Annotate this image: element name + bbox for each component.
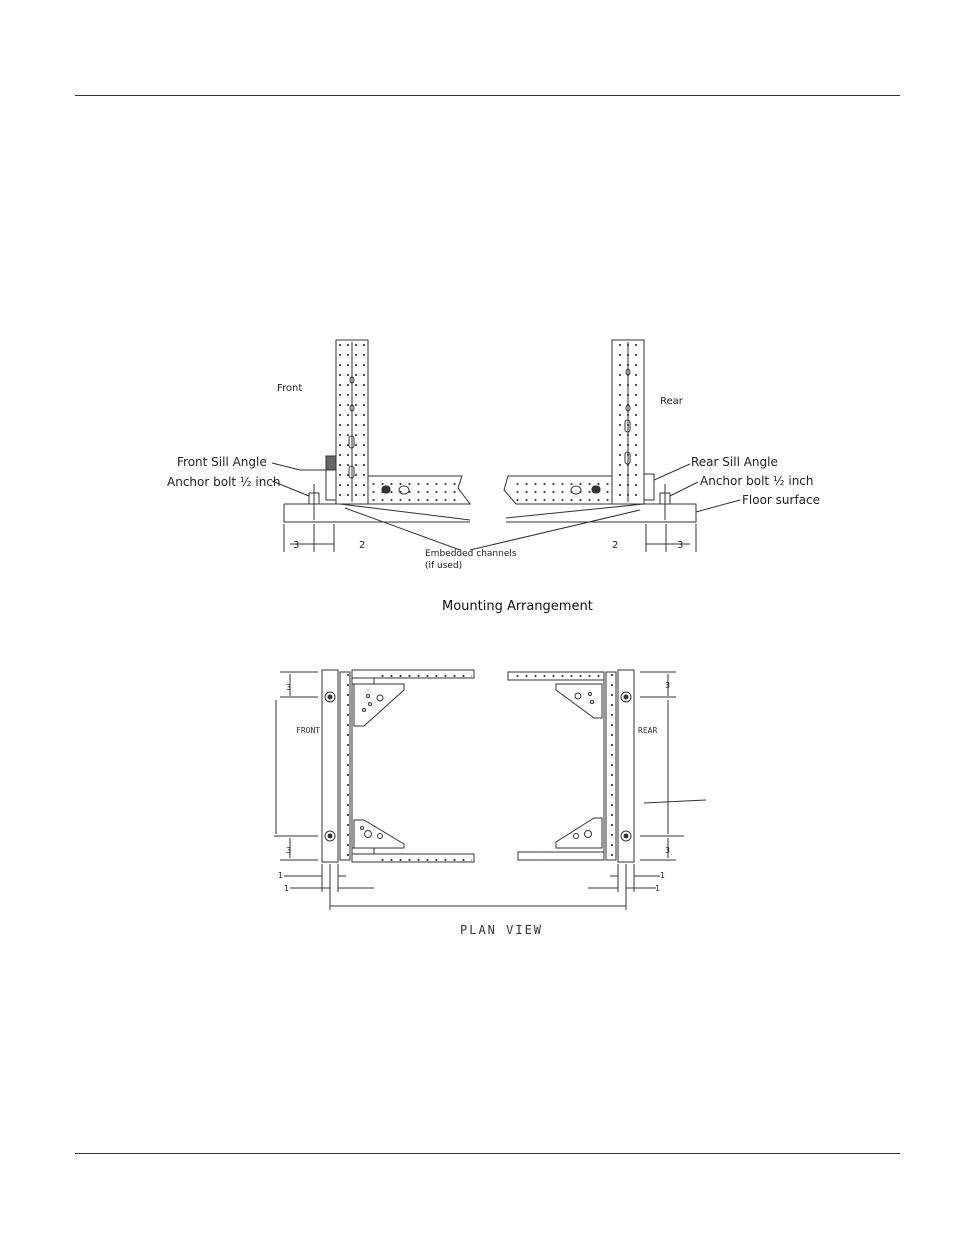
plan-dim-bottom-right: 3	[665, 846, 671, 855]
plan-dim-top-left: 3	[286, 683, 292, 692]
plan-front-label: FRONT	[296, 726, 321, 735]
dim-right-outer: 3	[677, 540, 684, 551]
plan-dim-small-1: 1	[278, 871, 284, 880]
mounting-arrangement-caption: Mounting Arrangement	[442, 599, 593, 614]
plan-dim-small-3: 1	[660, 871, 666, 880]
plan-dim-top-right: 3	[665, 681, 671, 690]
embedded-channels-label: Embedded channels	[425, 549, 517, 559]
dim-left-inner: 2	[359, 540, 366, 551]
rear-label: Rear	[660, 396, 683, 407]
elevation-view	[272, 340, 740, 552]
gusset-rear-bottom	[556, 818, 602, 848]
rear-sill-angle-label: Rear Sill Angle	[691, 455, 778, 469]
dim-right-inner: 2	[612, 540, 619, 551]
gusset-rear-top	[556, 684, 602, 718]
gusset-front-top	[354, 684, 404, 726]
floor-surface-label: Floor surface	[742, 493, 821, 507]
plan-dim-small-4: 1	[655, 884, 661, 893]
plan-view-caption: PLAN VIEW	[460, 923, 544, 937]
rear-anchor-bolt-label: Anchor bolt ½ inch	[700, 474, 814, 488]
plan-rear-label: REAR	[638, 726, 658, 735]
if-used-label: (if used)	[425, 561, 463, 571]
plan-dim-bottom-left: 3	[286, 846, 292, 855]
front-sill-angle-label: Front Sill Angle	[177, 455, 267, 469]
dim-left-outer: 3	[293, 540, 300, 551]
front-label: Front	[277, 383, 303, 394]
rear-sill-angle	[644, 474, 654, 500]
plan-view	[274, 670, 706, 910]
plan-dim-small-2: 1	[284, 884, 290, 893]
front-anchor-bolt-label: Anchor bolt ½ inch	[167, 475, 281, 489]
